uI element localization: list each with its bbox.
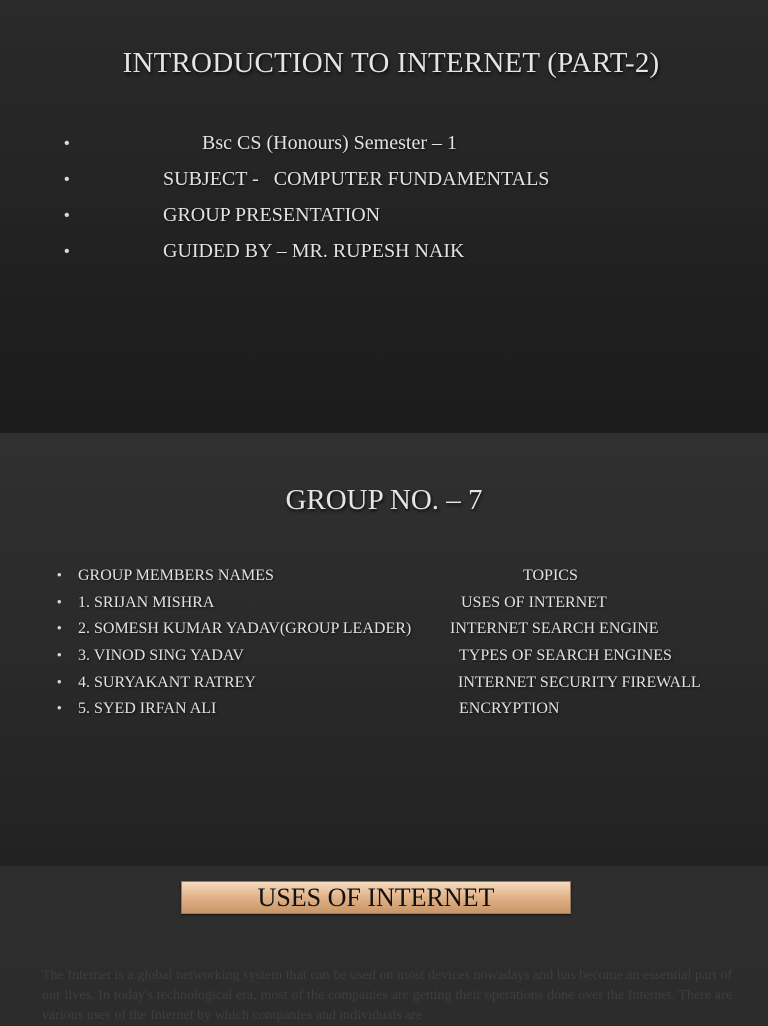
- member-name: 2. SOMESH KUMAR YADAV(GROUP LEADER): [78, 620, 412, 637]
- member-topic: USES OF INTERNET: [461, 594, 607, 611]
- slide-3-title: USES OF INTERNET: [181, 881, 571, 914]
- member-name: 5. SYED IRFAN ALI: [78, 700, 217, 717]
- slide-2-title: GROUP NO. – 7: [285, 484, 483, 516]
- bullet-icon: •: [57, 620, 62, 635]
- member-name: 1. SRIJAN MISHRA: [78, 594, 215, 611]
- member-topic: TOPICS: [523, 567, 578, 584]
- subject-line: SUBJECT - COMPUTER FUNDAMENTALS: [163, 168, 550, 190]
- bullet-icon: •: [57, 647, 62, 662]
- member-topic: INTERNET SECURITY FIREWALL: [458, 674, 701, 691]
- bullet-icon: •: [57, 674, 62, 689]
- member-topic: TYPES OF SEARCH ENGINES: [459, 647, 672, 664]
- bullet-icon: •: [57, 700, 62, 715]
- presentation-type-line: GROUP PRESENTATION: [163, 204, 381, 226]
- slide-1-title: INTRODUCTION TO INTERNET (PART-2): [122, 47, 660, 79]
- member-name: 4. SURYAKANT RATREY: [78, 674, 256, 691]
- course-line: Bsc CS (Honours) Semester – 1: [202, 132, 457, 154]
- bullet-icon: •: [64, 171, 70, 188]
- member-name: GROUP MEMBERS NAMES: [78, 567, 274, 584]
- bullet-icon: •: [64, 207, 70, 224]
- slide-1: [0, 0, 768, 433]
- member-name: 3. VINOD SING YADAV: [78, 647, 244, 664]
- bullet-icon: •: [57, 594, 62, 609]
- member-topic: INTERNET SEARCH ENGINE: [450, 620, 659, 637]
- guide-line: GUIDED BY – MR. RUPESH NAIK: [163, 240, 465, 262]
- bullet-icon: •: [64, 243, 70, 260]
- member-topic: ENCRYPTION: [459, 700, 560, 717]
- slide-3-body-text: The Internet is a global networking system that can be used on most devices nowadays and has become an essential part of our lives. In today's technological era, most of the companies are getting their operations done over the Internet. There are various uses of the Internet by which companies and individuals are: [42, 968, 732, 1023]
- bullet-icon: •: [57, 567, 62, 582]
- bullet-icon: •: [64, 135, 70, 152]
